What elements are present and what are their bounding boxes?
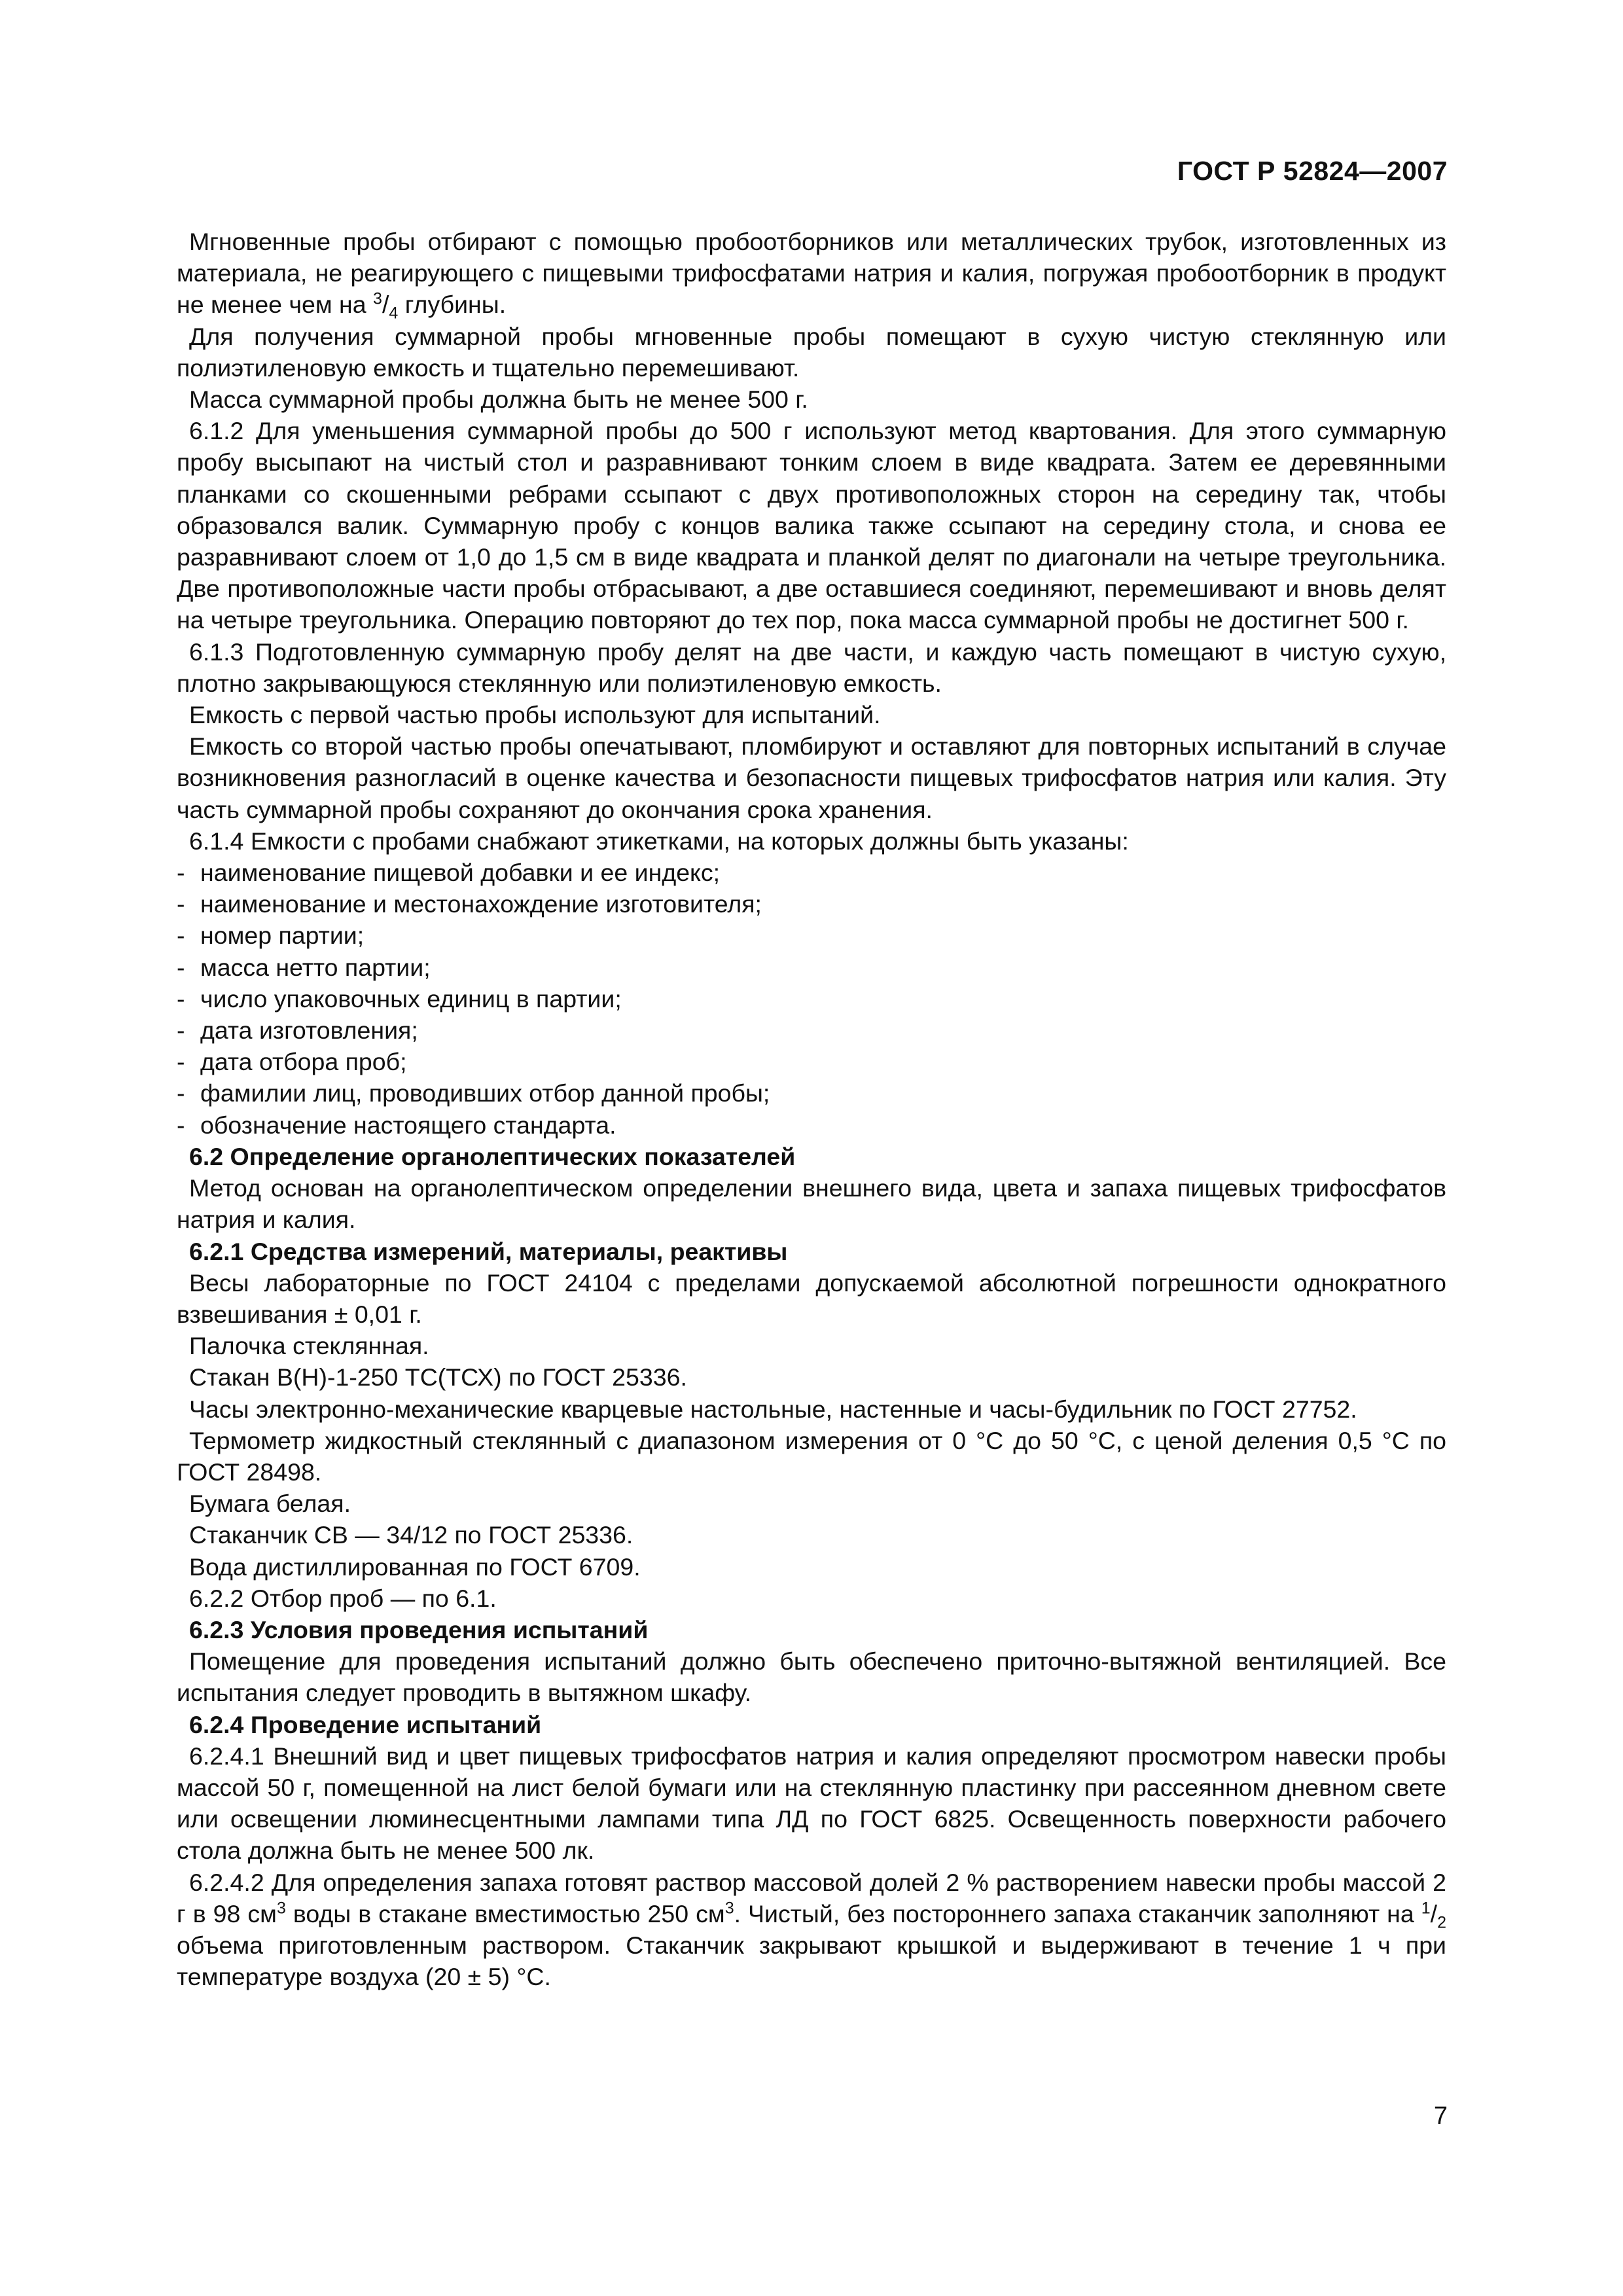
paragraph-second-part: Емкость со второй частью пробы опечатывают, пломбируют и оставляют для повторных испытаний в случае возникновения разногласий в оценке качества и безопасности пищевых трифосфатов натрия или калия. Эту часть суммарной пробы сохраняют до окончания срока хранения. (177, 732, 1446, 823)
paragraph-6-2-4-2: 6.2.4.2 Для определения запаха готовят раствор массовой долей 2 % растворением навески пробы массой 2 г в 98 $см^3$ воды в стакане вместимостью 250 $см^3$. Чистый, без постороннего запаха стаканчик заполняют на $^1/_2$ объема приготовленным раствором. Стаканчик закрывают крышкой и выдерживают в течение 1 ч при температуре воздуха (20 ± 5) °С. (177, 1868, 1446, 1991)
list-item: - наименование пищевой добавки и ее индекс; (177, 859, 721, 887)
paragraph-6-1-2: 6.1.2 Для уменьшения суммарной пробы до 500 г используют метод квартования. Для этого суммарную пробу высыпают на чистый стол и разравнивают тонким слоем в виде квадрата. Затем ее деревянными планками со скошенными ребрами ссыпают с двух противоположных сторон на середину так, чтобы образовался валик. Суммарную пробу с концов валика также ссыпают на середину стола, и снова ее разравнивают слоем от 1,0 до 1,5 см в виде квадрата и планкой делят по диагонали на четыре треугольника. Две противоположные части пробы отбрасывают, а две оставшиеся соединяют, перемешивают и вновь делят на четыре треугольника. Операцию повторяют до тех пор, пока масса суммарной пробы не достигнет 500 г. (177, 417, 1446, 634)
document-number-header: ГОСТ Р 52824—2007 (1177, 156, 1448, 186)
paragraph-instant-samples: Мгновенные пробы отбирают с помощью пробоотборников или металлических трубок, изготовленных из материала, не реагирующего с пищевыми трифосфатами натрия и калия, погружая пробоотборник в продукт не менее чем на $^3/_4$ глубины. (177, 228, 1446, 323)
paragraph-beaker: Стакан В(Н)-1-250 ТС(ТСХ) по ГОСТ 25336. (189, 1363, 687, 1391)
list-item: - дата изготовления; (177, 1016, 418, 1045)
section-heading-6-2: 6.2 Определение органолептических показателей (189, 1142, 796, 1170)
list-item: - номер партии; (177, 922, 365, 950)
section-heading-6-2-1: 6.2.1 Средства измерений, материалы, реактивы (189, 1237, 788, 1265)
paragraph-6-1-4: 6.1.4 Емкости с пробами снабжают этикетками, на которых должны быть указаны: (189, 827, 1129, 855)
list-item: - фамилии лиц, проводивших отбор данной пробы; (177, 1079, 770, 1107)
paragraph-6-2-4-1: 6.2.4.1 Внешний вид и цвет пищевых трифосфатов натрия и калия определяют просмотром навески пробы массой 50 г, помещенной на лист белой бумаги или на стеклянную пластинку при рассеянном дневном свете или освещении люминесцентными лампами типа ЛД по ГОСТ 6825. Освещенность поверхности рабочего стола должна быть не менее 500 лк. (177, 1742, 1446, 1865)
paragraph-ventilation: Помещение для проведения испытаний должно быть обеспечено приточно-вытяжной вентиляцией. Все испытания следует проводить в вытяжном шкафу. (177, 1647, 1446, 1707)
label-requirements-list (177, 857, 1446, 1141)
fraction-numerator: 3 (373, 289, 382, 308)
page-number: 7 (1433, 2102, 1448, 2130)
fraction-denominator: 2 (1437, 1913, 1446, 1932)
paragraph-method-basis: Метод основан на органолептическом определении внешнего вида, цвета и запаха пищевых трифосфатов натрия и калия. (177, 1174, 1446, 1234)
list-item: - обозначение настоящего стандарта. (177, 1111, 616, 1139)
superscript-cubic: 3 (724, 1899, 734, 1918)
paragraph-6-2-2: 6.2.2 Отбор проб — по 6.1. (189, 1584, 497, 1612)
paragraph-6-1-3: 6.1.3 Подготовленную суммарную пробу делят на две части, и каждую часть помещают в чистую сухую, плотно закрывающуюся стеклянную или полиэтиленовую емкость. (177, 637, 1446, 697)
fraction-denominator: 4 (389, 304, 399, 323)
paragraph-weighing-bottle: Стаканчик СВ — 34/12 по ГОСТ 25336. (189, 1521, 633, 1549)
paragraph-sample-mass: Масса суммарной пробы должна быть не менее 500 г. (189, 386, 808, 414)
paragraph-thermometer: Термометр жидкостный стеклянный с диапазоном измерения от 0 °С до 50 °С, с ценой деления 0,5 °С по ГОСТ 28498. (177, 1426, 1446, 1486)
section-heading-6-2-4: 6.2.4 Проведение испытаний (189, 1710, 542, 1738)
section-heading-6-2-3: 6.2.3 Условия проведения испытаний (189, 1615, 649, 1643)
paragraph-white-paper: Бумага белая. (189, 1490, 351, 1518)
document-body (177, 226, 1446, 1992)
list-item: - наименование и местонахождение изготовителя; (177, 890, 762, 918)
paragraph-glass-rod: Палочка стеклянная. (189, 1332, 429, 1360)
paragraph-clock: Часы электронно-механические кварцевые настольные, настенные и часы-будильник по ГОСТ 27752. (189, 1395, 1357, 1423)
fraction-numerator: 1 (1421, 1899, 1431, 1918)
paragraph-first-part: Емкость с первой частью пробы используют для испытаний. (189, 701, 881, 729)
list-item: - масса нетто партии; (177, 953, 431, 981)
paragraph-composite-sample: Для получения суммарной пробы мгновенные пробы помещают в сухую чистую стеклянную или полиэтиленовую емкость и тщательно перемешивают. (177, 322, 1446, 382)
paragraph-scales: Весы лабораторные по ГОСТ 24104 с пределами допускаемой абсолютной погрешности однократного взвешивания ± 0,01 г. (177, 1268, 1446, 1328)
superscript-cubic: 3 (276, 1899, 286, 1918)
paragraph-distilled-water: Вода дистиллированная по ГОСТ 6709. (189, 1552, 641, 1581)
list-item: - дата отбора проб; (177, 1048, 407, 1076)
list-item: - число упаковочных единиц в партии; (177, 984, 622, 1013)
